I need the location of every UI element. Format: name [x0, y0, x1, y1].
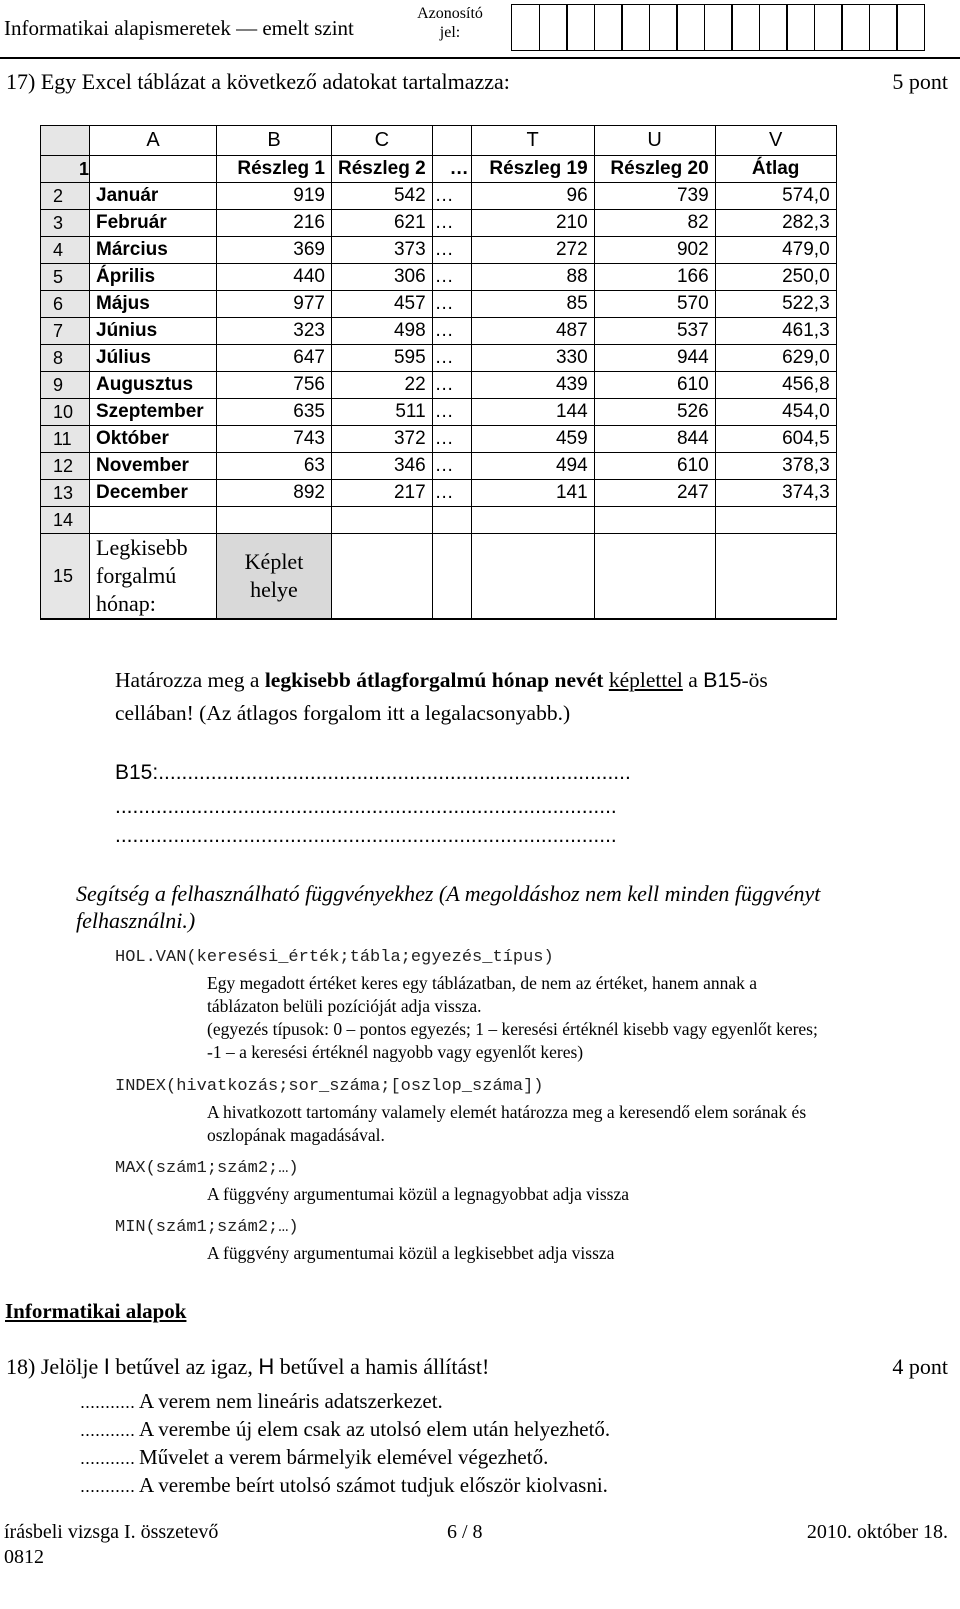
- section-title: Informatikai alapok: [5, 1299, 187, 1323]
- value-cell-c: 595: [332, 345, 433, 372]
- row-number: 5: [41, 264, 90, 291]
- id-box: [539, 4, 568, 51]
- ellipsis-cell: …: [432, 183, 471, 210]
- row-number: 9: [41, 372, 90, 399]
- value-cell-b: 919: [217, 183, 332, 210]
- table-row: [41, 399, 837, 426]
- table-row: [41, 372, 837, 399]
- id-box: [704, 4, 733, 51]
- statement-text: A verem nem lineáris adatszerkezet.: [139, 1389, 443, 1413]
- value-cell-b: 635: [217, 399, 332, 426]
- statement-item: [80, 1389, 443, 1414]
- value-cell-c: 542: [332, 183, 433, 210]
- id-box: [676, 4, 705, 51]
- average-cell: 479,0: [715, 237, 836, 264]
- excel-table: [40, 125, 837, 620]
- value-cell-b: 369: [217, 237, 332, 264]
- average-cell: 250,0: [715, 264, 836, 291]
- cell-dots: …: [432, 156, 471, 183]
- function-signature: INDEX(hivatkozás;sor_száma;[oszlop_száma]): [115, 1077, 544, 1096]
- answer-blank[interactable]: ...........: [80, 1420, 136, 1440]
- cell-t1: Részleg 19: [471, 156, 594, 183]
- id-box: [869, 4, 898, 51]
- ellipsis-cell: …: [432, 426, 471, 453]
- answer-line-2[interactable]: ......................................................................................: [115, 795, 617, 818]
- month-cell: November: [90, 453, 217, 480]
- cell-u14: [594, 507, 715, 534]
- formula-cell-line: Képlet: [244, 549, 304, 574]
- value-cell-b: 63: [217, 453, 332, 480]
- row-number: 1: [41, 156, 90, 183]
- value-cell-t: 459: [471, 426, 594, 453]
- value-cell-t: 144: [471, 399, 594, 426]
- cell-a15-line: forgalmú: [96, 563, 177, 588]
- statement-item: [80, 1417, 610, 1442]
- table-row: [41, 183, 837, 210]
- question-17-points: 5 pont: [892, 69, 948, 94]
- id-label: [410, 4, 490, 42]
- average-cell: 454,0: [715, 399, 836, 426]
- value-cell-u: 570: [594, 291, 715, 318]
- value-cell-c: 457: [332, 291, 433, 318]
- function-description-line: táblázaton belüli pozícióját adja vissza.: [207, 996, 482, 1016]
- average-cell: 574,0: [715, 183, 836, 210]
- value-cell-u: 610: [594, 453, 715, 480]
- value-cell-t: 96: [471, 183, 594, 210]
- table-row: [41, 426, 837, 453]
- value-cell-t: 85: [471, 291, 594, 318]
- question-17-title: 17) Egy Excel táblázat a következő adatokat tartalmazza:: [6, 69, 510, 94]
- cell-v15: [715, 534, 836, 620]
- row-number: 10: [41, 399, 90, 426]
- answer-line-3[interactable]: ......................................................................................: [115, 824, 617, 847]
- table-row: [41, 210, 837, 237]
- cell-dots14: [432, 507, 471, 534]
- value-cell-u: 902: [594, 237, 715, 264]
- value-cell-t: 494: [471, 453, 594, 480]
- month-cell: Május: [90, 291, 217, 318]
- value-cell-b: 743: [217, 426, 332, 453]
- row-number: 2: [41, 183, 90, 210]
- value-cell-c: 621: [332, 210, 433, 237]
- table-row: [41, 156, 837, 183]
- q18-letter-i: I: [103, 1354, 110, 1379]
- statement-text: A verembe új elem csak az utolsó elem után helyezhető.: [139, 1417, 611, 1441]
- row-number: 13: [41, 480, 90, 507]
- column-header: T: [471, 126, 594, 156]
- cell-t15: [471, 534, 594, 620]
- average-cell: 282,3: [715, 210, 836, 237]
- ellipsis-cell: …: [432, 291, 471, 318]
- id-box: [566, 4, 595, 51]
- value-cell-t: 141: [471, 480, 594, 507]
- footer-code: 0812: [4, 1546, 44, 1568]
- average-cell: 604,5: [715, 426, 836, 453]
- month-cell: Április: [90, 264, 217, 291]
- value-cell-u: 844: [594, 426, 715, 453]
- function-description-line: (egyezés típusok: 0 – pontos egyezés; 1 – keresési értéknél kisebb vagy egyenlőt keres;: [207, 1019, 818, 1039]
- value-cell-b: 440: [217, 264, 332, 291]
- value-cell-c: 306: [332, 264, 433, 291]
- row-number: 8: [41, 345, 90, 372]
- function-signature: MAX(szám1;szám2;…): [115, 1159, 299, 1178]
- ellipsis-cell: …: [432, 210, 471, 237]
- table-row: [41, 345, 837, 372]
- month-cell: Október: [90, 426, 217, 453]
- answer-blank[interactable]: ...........: [80, 1476, 136, 1496]
- value-cell-u: 82: [594, 210, 715, 237]
- value-cell-c: 346: [332, 453, 433, 480]
- id-box: [814, 4, 843, 51]
- month-cell: Január: [90, 183, 217, 210]
- answer-blank[interactable]: ...........: [80, 1392, 136, 1412]
- id-label-line2: jel:: [439, 24, 461, 41]
- cell-a1: [90, 156, 217, 183]
- value-cell-u: 739: [594, 183, 715, 210]
- row-number: 14: [41, 507, 90, 534]
- column-header-row: [41, 126, 837, 156]
- function-description: [207, 1183, 937, 1206]
- q18-text-part: betűvel a hamis állítást!: [274, 1354, 490, 1379]
- cell-a15-line: hónap:: [96, 591, 156, 616]
- value-cell-t: 88: [471, 264, 594, 291]
- value-cell-c: 372: [332, 426, 433, 453]
- corner-cell: [41, 126, 90, 156]
- column-header: A: [90, 126, 217, 156]
- table-row: [41, 237, 837, 264]
- task-cell-ref: B15: [703, 668, 742, 692]
- task-text-part: a: [682, 668, 704, 692]
- task-text: [115, 664, 905, 730]
- cell-dots15: [432, 534, 471, 620]
- ellipsis-cell: …: [432, 318, 471, 345]
- row-number: 4: [41, 237, 90, 264]
- value-cell-c: 511: [332, 399, 433, 426]
- function-description-line: A hivatkozott tartomány valamely elemét határozza meg a keresendő elem sorának és: [207, 1102, 807, 1122]
- column-header: B: [217, 126, 332, 156]
- month-cell: Március: [90, 237, 217, 264]
- average-cell: 374,3: [715, 480, 836, 507]
- row-number: 15: [41, 534, 90, 620]
- function-description-line: oszlopának magadásával.: [207, 1125, 385, 1145]
- header-rule: [0, 57, 960, 59]
- cell-u1: Részleg 20: [594, 156, 715, 183]
- function-description-line: A függvény argumentumai közül a legkisebbet adja vissza: [207, 1243, 615, 1263]
- answer-blank[interactable]: ...........: [80, 1448, 136, 1468]
- average-cell: 522,3: [715, 291, 836, 318]
- value-cell-u: 944: [594, 345, 715, 372]
- value-cell-t: 330: [471, 345, 594, 372]
- month-cell: Július: [90, 345, 217, 372]
- formula-cell-b15: [217, 534, 332, 620]
- row-number: 3: [41, 210, 90, 237]
- function-description-line: A függvény argumentumai közül a legnagyobbat adja vissza: [207, 1184, 629, 1204]
- footer-date: 2010. október 18.: [806, 1521, 948, 1543]
- question-18-title: [6, 1354, 489, 1380]
- value-cell-b: 323: [217, 318, 332, 345]
- ellipsis-cell: …: [432, 372, 471, 399]
- q18-letter-h: H: [258, 1354, 275, 1379]
- id-box: [896, 4, 925, 51]
- q18-text-part: 18) Jelölje: [6, 1354, 104, 1379]
- id-label-line1: Azonosító: [417, 5, 483, 22]
- value-cell-b: 977: [217, 291, 332, 318]
- task-text-part: Határozza meg a: [115, 668, 265, 692]
- task-text-bold: legkisebb átlagforgalmú hónap nevét: [264, 668, 604, 692]
- cell-a15-line: Legkisebb: [96, 535, 188, 560]
- table-row: [41, 264, 837, 291]
- month-cell: Szeptember: [90, 399, 217, 426]
- value-cell-c: 22: [332, 372, 433, 399]
- value-cell-b: 892: [217, 480, 332, 507]
- column-header-gap: [432, 126, 471, 156]
- table-row-15: [41, 534, 837, 620]
- cell-a15: [90, 534, 217, 620]
- q18-text-part: betűvel az igaz,: [109, 1354, 259, 1379]
- id-boxes: [511, 4, 924, 51]
- value-cell-t: 272: [471, 237, 594, 264]
- task-text-part: cellában! (Az átlagos forgalom itt a legalacsonyabb.): [115, 701, 571, 725]
- value-cell-u: 526: [594, 399, 715, 426]
- month-cell: Február: [90, 210, 217, 237]
- cell-v1: Átlag: [715, 156, 836, 183]
- statement-item: [80, 1445, 548, 1470]
- value-cell-u: 166: [594, 264, 715, 291]
- value-cell-b: 216: [217, 210, 332, 237]
- average-cell: 456,8: [715, 372, 836, 399]
- row-number: 6: [41, 291, 90, 318]
- average-cell: 461,3: [715, 318, 836, 345]
- table-row: [41, 291, 837, 318]
- cell-a14: [90, 507, 217, 534]
- footer-left: írásbeli vizsga I. összetevő: [4, 1521, 219, 1543]
- function-signature: HOL.VAN(keresési_érték;tábla;egyezés_típus): [115, 948, 554, 967]
- ellipsis-cell: …: [432, 480, 471, 507]
- table-row-14: [41, 507, 837, 534]
- cell-t14: [471, 507, 594, 534]
- cell-c15: [332, 534, 433, 620]
- value-cell-t: 210: [471, 210, 594, 237]
- function-description: [207, 972, 937, 1064]
- row-number: 7: [41, 318, 90, 345]
- value-cell-b: 647: [217, 345, 332, 372]
- column-header: V: [715, 126, 836, 156]
- statement-text: A verembe beírt utolsó számot tudjuk először kiolvasni.: [139, 1473, 608, 1497]
- value-cell-c: 373: [332, 237, 433, 264]
- ellipsis-cell: …: [432, 237, 471, 264]
- value-cell-t: 487: [471, 318, 594, 345]
- row-number: 12: [41, 453, 90, 480]
- function-description: [207, 1242, 937, 1265]
- statement-item: [80, 1473, 608, 1498]
- ellipsis-cell: …: [432, 453, 471, 480]
- id-box: [759, 4, 788, 51]
- value-cell-u: 247: [594, 480, 715, 507]
- data-rows: [41, 183, 837, 507]
- id-box: [621, 4, 650, 51]
- cell-b14: [217, 507, 332, 534]
- value-cell-u: 610: [594, 372, 715, 399]
- id-box: [731, 4, 760, 51]
- id-box: [511, 4, 540, 51]
- value-cell-b: 756: [217, 372, 332, 399]
- page-header-title: Informatikai alapismeretek — emelt szint: [4, 16, 354, 40]
- statement-text: Művelet a verem bármelyik elemével végezhető.: [139, 1445, 549, 1469]
- value-cell-c: 498: [332, 318, 433, 345]
- function-description: [207, 1101, 937, 1147]
- id-box: [786, 4, 815, 51]
- help-title: Segítség a felhasználható függvényekhez (A megoldáshoz nem kell minden függvényt felhasználni.): [76, 881, 821, 933]
- average-cell: 629,0: [715, 345, 836, 372]
- month-cell: Június: [90, 318, 217, 345]
- id-box: [649, 4, 678, 51]
- table-row: [41, 480, 837, 507]
- cell-v14: [715, 507, 836, 534]
- cell-c14: [332, 507, 433, 534]
- ellipsis-cell: …: [432, 264, 471, 291]
- average-cell: 378,3: [715, 453, 836, 480]
- row-number: 11: [41, 426, 90, 453]
- task-text-part: -ös: [741, 668, 768, 692]
- table-row: [41, 318, 837, 345]
- id-box: [841, 4, 870, 51]
- task-text-underlined: képlettel: [608, 668, 683, 692]
- function-description-line: Egy megadott értéket keres egy táblázatban, de nem az értéket, hanem annak a: [207, 973, 758, 993]
- formula-cell-line: helye: [250, 577, 298, 602]
- id-box: [594, 4, 623, 51]
- value-cell-u: 537: [594, 318, 715, 345]
- function-signature: MIN(szám1;szám2;…): [115, 1218, 299, 1237]
- value-cell-t: 439: [471, 372, 594, 399]
- ellipsis-cell: …: [432, 399, 471, 426]
- question-18-points: 4 pont: [892, 1354, 948, 1379]
- cell-u15: [594, 534, 715, 620]
- footer-page-number: 6 / 8: [447, 1521, 483, 1543]
- cell-b1: Részleg 1: [217, 156, 332, 183]
- column-header: C: [332, 126, 433, 156]
- ellipsis-cell: …: [432, 345, 471, 372]
- answer-line-b15[interactable]: B15:.................................................................................: [115, 761, 631, 784]
- table-row: [41, 453, 837, 480]
- column-header: U: [594, 126, 715, 156]
- value-cell-c: 217: [332, 480, 433, 507]
- month-cell: December: [90, 480, 217, 507]
- month-cell: Augusztus: [90, 372, 217, 399]
- cell-c1: Részleg 2: [332, 156, 433, 183]
- function-description-line: -1 – a keresési értéknél nagyobb vagy egyenlőt keres): [207, 1042, 584, 1062]
